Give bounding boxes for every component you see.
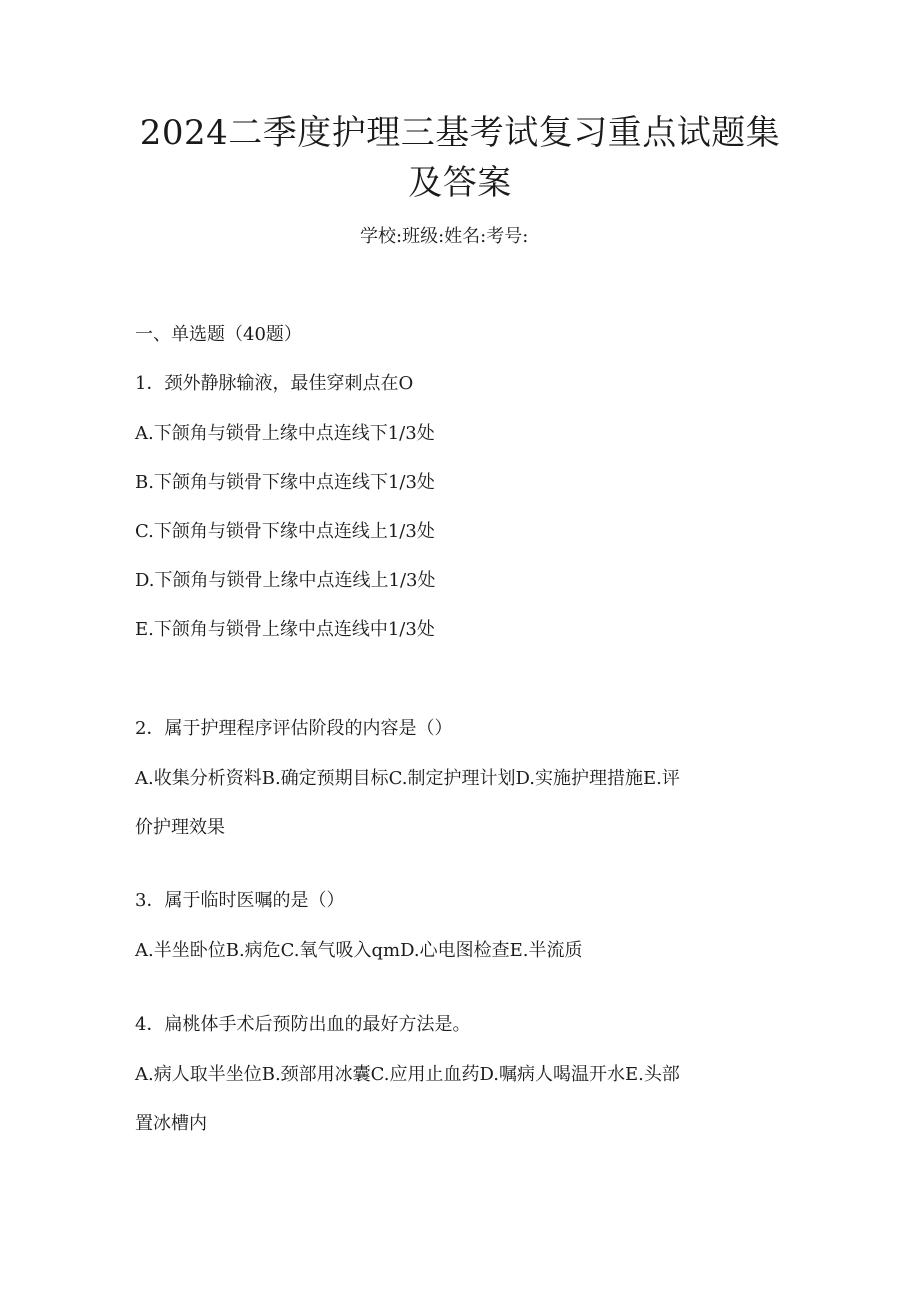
question-1-option-d: D.下颌角与锁骨上缘中点连线上1/3处 xyxy=(135,570,436,591)
title-line-1: 2024二季度护理三基考试复习重点试题集 xyxy=(139,113,781,153)
question-2-options-line-1: A.收集分析资料B.确定预期目标C.制定护理计划D.实施护理措施E.评 xyxy=(135,768,680,789)
question-1-stem: 1．颈外静脉输液，最佳穿刺点在O xyxy=(135,373,414,394)
section-heading: 一、单选题（40题） xyxy=(135,324,302,345)
question-1-option-b: B.下颌角与锁骨下缘中点连线下1/3处 xyxy=(135,472,435,493)
question-1-option-e: E.下颌角与锁骨上缘中点连线中1/3处 xyxy=(135,619,435,640)
document-title xyxy=(100,108,820,208)
question-1-option-c: C.下颌角与锁骨下缘中点连线上1/3处 xyxy=(135,521,435,542)
question-2-stem: 2．属于护理程序评估阶段的内容是（） xyxy=(135,718,453,739)
question-4-options-line-1: A.病人取半坐位B.颈部用冰囊C.应用止血药D.嘱病人喝温开水E.头部 xyxy=(135,1064,680,1085)
question-3-stem: 3．属于临时医嘱的是（） xyxy=(135,890,345,911)
title-line-2: 及答案 xyxy=(408,163,512,203)
question-4-stem: 4．扁桃体手术后预防出血的最好方法是。 xyxy=(135,1014,471,1035)
question-2-options-line-2: 价护理效果 xyxy=(135,817,225,838)
question-4-options-line-2: 置冰槽内 xyxy=(135,1113,207,1134)
question-1-option-a: A.下颌角与锁骨上缘中点连线下1/3处 xyxy=(135,423,435,444)
student-info-line: 学校:班级:姓名:考号: xyxy=(360,226,529,247)
question-3-options-line-1: A.半坐卧位B.病危C.氧气吸入qmD.心电图检查E.半流质 xyxy=(135,940,583,961)
